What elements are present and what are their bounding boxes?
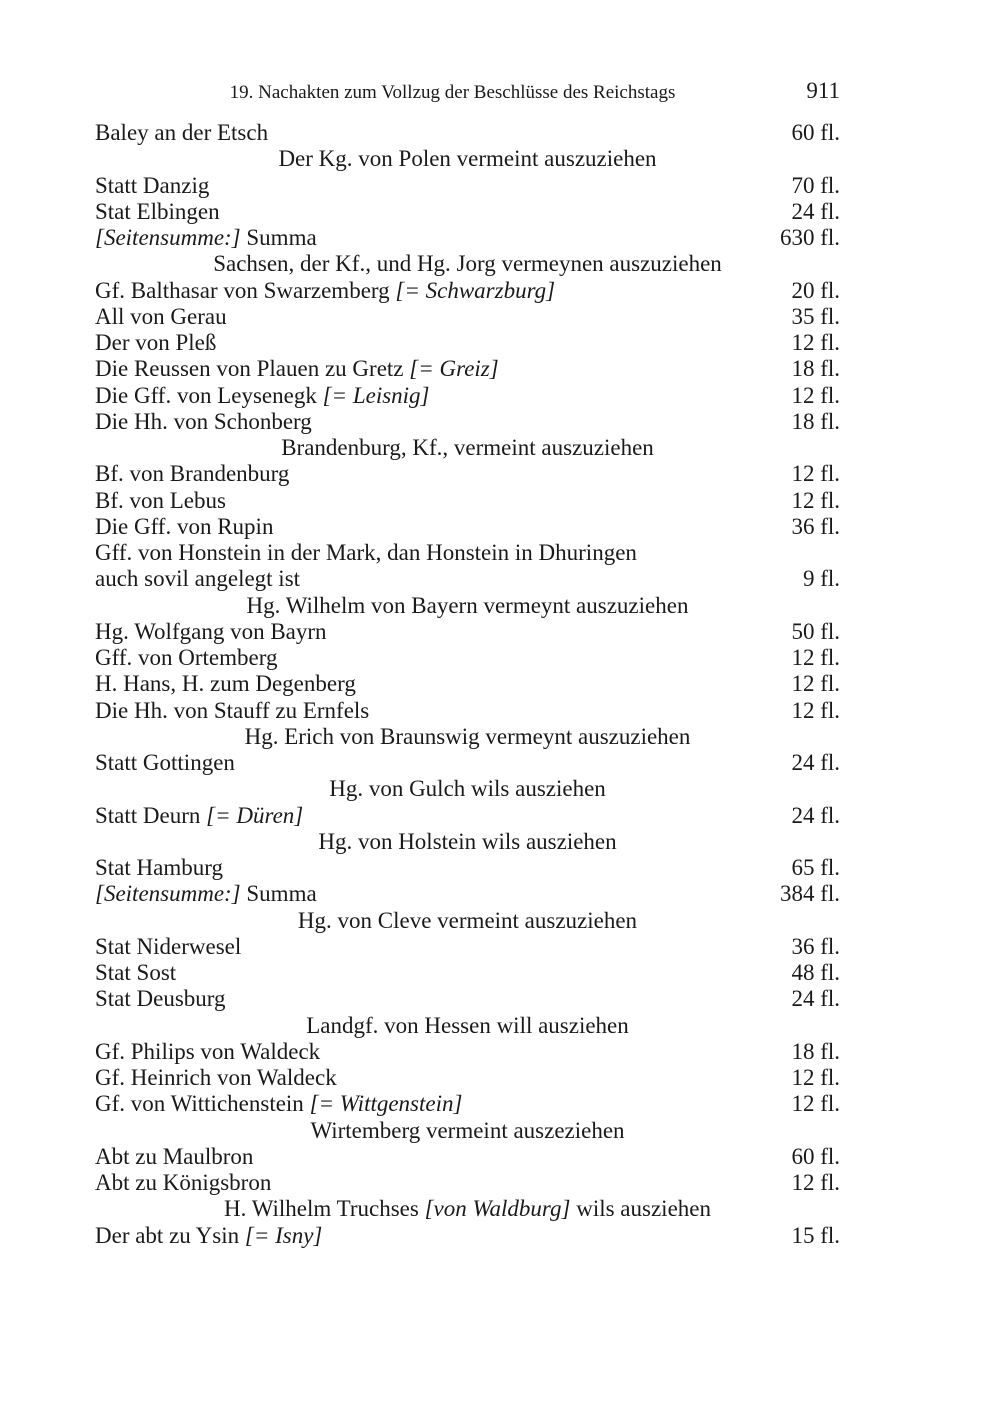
entry-amount: 630 fl. — [779, 225, 840, 250]
list-item — [95, 855, 840, 881]
entry-label — [95, 278, 555, 304]
section-heading — [95, 1013, 840, 1039]
entry-amount: 48 fl. — [791, 960, 840, 985]
entry-text: auch sovil angelegt ist — [95, 566, 301, 592]
list-item — [95, 645, 840, 671]
entry-text: Gf. von Wittichenstein — [95, 1091, 310, 1117]
heading-text — [95, 908, 840, 934]
entry-label — [95, 566, 300, 592]
entry-label — [95, 383, 430, 409]
list-item — [95, 304, 840, 330]
list-item — [95, 1223, 840, 1249]
entry-text: Abt zu Königsbron — [95, 1170, 272, 1195]
list-item — [95, 173, 840, 199]
entry-text: Die Hh. von Stauff zu Ernfels — [95, 697, 370, 723]
entry-label — [95, 803, 303, 829]
running-title: 19. Nachakten zum Vollzug der Beschlüsse des Reichstags — [229, 82, 676, 103]
entry-amount: 50 fl. — [791, 618, 840, 644]
entry-label — [95, 619, 327, 645]
section-heading — [95, 829, 840, 855]
section-heading — [95, 146, 840, 172]
entry-amount: 18 fl. — [791, 356, 840, 382]
entry-text: Landgf. von Hessen will ausziehen — [306, 1012, 629, 1038]
entry-text: Hg. von Holstein wils ausziehen — [318, 828, 617, 854]
entry-text: Hg. Wolfgang von Bayrn — [95, 618, 327, 644]
entry-text: Der von Pleß — [95, 330, 217, 355]
entry-amount: 36 fl. — [791, 933, 840, 959]
entry-amount: 65 fl. — [791, 855, 840, 880]
entry-label — [95, 225, 317, 251]
entry-label — [95, 1223, 322, 1249]
section-heading — [95, 1118, 840, 1144]
entry-text: Bf. von Brandenburg — [95, 461, 290, 487]
section-heading — [95, 776, 840, 802]
list-item — [95, 330, 840, 356]
list-item — [95, 1170, 840, 1196]
entry-amount: 12 fl. — [791, 461, 840, 487]
editorial-note: [= Isny] — [244, 1222, 323, 1248]
entry-label — [95, 356, 499, 382]
entry-text: H. Wilhelm Truchses — [224, 1196, 425, 1222]
entry-label — [95, 1039, 320, 1065]
entry-text: Bf. von Lebus — [95, 487, 226, 513]
entry-label — [95, 461, 289, 487]
entry-label — [95, 960, 176, 986]
entry-text: Statt Danzig — [95, 172, 210, 198]
entry-amount: 24 fl. — [791, 750, 840, 775]
heading-text — [95, 251, 840, 277]
section-heading — [95, 435, 840, 461]
entry-amount: 24 fl. — [791, 802, 840, 828]
entry-text: Die Gff. von Rupin — [95, 513, 274, 539]
entry-text: Baley an der Etsch — [95, 120, 269, 145]
entry-label — [95, 645, 277, 671]
assessment-list — [95, 120, 840, 1249]
list-item — [95, 356, 840, 382]
section-heading — [95, 908, 840, 934]
list-item — [95, 698, 840, 724]
list-item — [95, 619, 840, 645]
entry-label — [95, 881, 317, 907]
section-heading — [95, 251, 840, 277]
list-item — [95, 566, 840, 592]
editorial-note: [= Düren] — [206, 802, 304, 828]
entry-amount: 35 fl. — [791, 303, 840, 329]
entry-amount: 12 fl. — [791, 1091, 840, 1117]
entry-label — [95, 304, 227, 330]
list-item — [95, 1144, 840, 1170]
list-item — [95, 514, 840, 540]
list-item — [95, 409, 840, 435]
entry-amount: 36 fl. — [791, 513, 840, 539]
heading-text — [95, 776, 840, 802]
entry-label — [95, 1065, 337, 1091]
entry-text: All von Gerau — [95, 303, 227, 329]
list-item — [95, 488, 840, 514]
editorial-note: [Seitensumme:] — [95, 881, 241, 907]
entry-amount: 20 fl. — [791, 277, 840, 303]
list-item — [95, 1091, 840, 1117]
heading-text — [95, 593, 840, 619]
list-item — [95, 934, 840, 960]
entry-amount: 60 fl. — [791, 1143, 840, 1169]
entry-text: Gff. von Ortemberg — [95, 645, 278, 670]
entry-label — [95, 199, 220, 225]
list-item — [95, 120, 840, 146]
entry-label — [95, 173, 209, 199]
section-heading — [95, 724, 840, 750]
entry-text: Gf. Balthasar von Swarzemberg — [95, 277, 396, 303]
entry-text: Abt zu Maulbron — [95, 1143, 254, 1169]
list-item — [95, 1065, 840, 1091]
entry-text: H. Hans, H. zum Degenberg — [95, 671, 356, 697]
heading-text — [95, 724, 840, 750]
heading-text — [95, 829, 840, 855]
entry-text: Gff. von Honstein in der Mark, dan Honstein in Dhuringen — [95, 540, 637, 565]
entry-text: Summa — [240, 225, 317, 250]
entry-amount: 12 fl. — [791, 671, 840, 697]
list-item — [95, 540, 840, 566]
list-item — [95, 750, 840, 776]
list-item — [95, 225, 840, 251]
entry-amount: 24 fl. — [791, 198, 840, 224]
entry-label — [95, 330, 216, 356]
entry-label — [95, 698, 369, 724]
entry-text: Die Reussen von Plauen zu Gretz — [95, 356, 410, 382]
entry-text: Stat Elbingen — [95, 198, 220, 224]
entry-text: Summa — [240, 881, 317, 907]
entry-text: Stat Deusburg — [95, 986, 226, 1012]
section-heading — [95, 1196, 840, 1222]
page-number: 911 — [806, 78, 840, 103]
entry-label — [95, 1144, 253, 1170]
entry-label — [95, 855, 223, 881]
editorial-note: [Seitensumme:] — [95, 225, 241, 250]
entry-text: Sachsen, der Kf., und Hg. Jorg vermeynen auszuziehen — [213, 251, 722, 277]
entry-label — [95, 750, 235, 776]
entry-amount: 60 fl. — [791, 120, 840, 145]
entry-label — [95, 1170, 271, 1196]
list-item — [95, 986, 840, 1012]
entry-text: wils ausziehen — [570, 1196, 711, 1222]
list-item — [95, 199, 840, 225]
list-item — [95, 278, 840, 304]
entry-amount: 12 fl. — [791, 330, 840, 355]
entry-label — [95, 488, 226, 514]
entry-label — [95, 120, 268, 146]
entry-amount: 384 fl. — [779, 881, 840, 907]
entry-text: Hg. Erich von Braunswig vermeynt auszuziehen — [244, 723, 691, 749]
list-item — [95, 803, 840, 829]
entry-amount: 12 fl. — [791, 645, 840, 670]
entry-amount: 18 fl. — [791, 408, 840, 434]
entry-text: Die Gff. von Leysenegk — [95, 382, 323, 408]
entry-label — [95, 671, 356, 697]
section-heading — [95, 593, 840, 619]
entry-text: Hg. von Gulch wils ausziehen — [329, 776, 606, 802]
entry-text: Wirtemberg vermeint auszeziehen — [310, 1117, 625, 1143]
entry-amount: 12 fl. — [791, 697, 840, 723]
entry-amount: 12 fl. — [791, 1170, 840, 1195]
list-item — [95, 461, 840, 487]
entry-text: Der abt zu Ysin — [95, 1222, 245, 1248]
editorial-note: [= Greiz] — [409, 356, 499, 382]
entry-amount: 12 fl. — [791, 382, 840, 408]
editorial-note: [= Schwarzburg] — [395, 277, 556, 303]
entry-amount: 24 fl. — [791, 986, 840, 1012]
heading-text — [95, 1118, 840, 1144]
entry-amount: 9 fl. — [802, 566, 840, 592]
heading-text — [95, 1013, 840, 1039]
entry-text: Statt Gottingen — [95, 750, 235, 775]
entry-amount: 12 fl. — [791, 1065, 840, 1090]
entry-label — [95, 514, 273, 540]
entry-text: Statt Deurn — [95, 802, 207, 828]
entry-text: Hg. Wilhelm von Bayern vermeynt auszuziehen — [246, 592, 689, 618]
editorial-note: [von Waldburg] — [424, 1196, 571, 1222]
entry-text: Stat Niderwesel — [95, 933, 242, 959]
heading-text — [95, 1196, 840, 1222]
entry-text: Die Hh. von Schonberg — [95, 408, 312, 434]
entry-label — [95, 1091, 462, 1117]
editorial-note: [= Leisnig] — [322, 382, 430, 408]
entry-text: Stat Sost — [95, 960, 177, 985]
entry-amount: 12 fl. — [791, 487, 840, 513]
entry-label — [95, 409, 312, 435]
heading-text — [95, 435, 840, 461]
list-item — [95, 671, 840, 697]
entry-amount: 18 fl. — [791, 1038, 840, 1064]
list-item — [95, 1039, 840, 1065]
entry-label — [95, 540, 637, 566]
entry-label — [95, 986, 226, 1012]
entry-text: Gf. Heinrich von Waldeck — [95, 1065, 337, 1090]
entry-text: Brandenburg, Kf., vermeint auszuziehen — [281, 435, 654, 460]
entry-text: Der Kg. von Polen vermeint auszuziehen — [278, 146, 657, 172]
entry-amount: 15 fl. — [791, 1222, 840, 1248]
entry-text: Stat Hamburg — [95, 855, 223, 880]
list-item — [95, 960, 840, 986]
editorial-note: [= Wittgenstein] — [309, 1091, 463, 1117]
entry-amount: 70 fl. — [791, 172, 840, 198]
page-header — [95, 78, 840, 108]
list-item — [95, 881, 840, 907]
heading-text — [95, 146, 840, 172]
list-item — [95, 383, 840, 409]
entry-text: Hg. von Cleve vermeint auszuziehen — [297, 907, 638, 933]
entry-label — [95, 934, 241, 960]
entry-text: Gf. Philips von Waldeck — [95, 1038, 321, 1064]
